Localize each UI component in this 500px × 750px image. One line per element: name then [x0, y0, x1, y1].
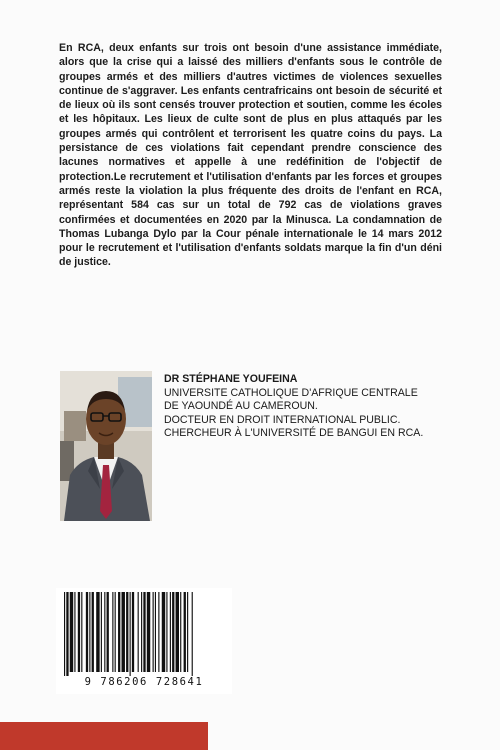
- barcode-bar: [138, 592, 139, 672]
- barcode-bar: [101, 592, 102, 672]
- barcode-bar: [64, 592, 65, 676]
- barcode-bar: [66, 592, 68, 676]
- author-credential-line: DOCTEUR EN DROIT INTERNATIONAL PUBLIC.: [164, 413, 401, 426]
- barcode-bar: [158, 592, 159, 672]
- isbn-barcode: [56, 588, 232, 694]
- barcode-bar: [122, 592, 125, 672]
- barcode-bar: [132, 592, 134, 672]
- barcode-bar: [166, 592, 167, 672]
- barcode-bar: [170, 592, 171, 672]
- barcode-bar: [126, 592, 128, 672]
- barcode-bar: [86, 592, 88, 672]
- author-name: DR STÉPHANE YOUFEINA: [164, 373, 298, 385]
- barcode-bar: [147, 592, 150, 672]
- cover-color-band: [0, 722, 208, 750]
- barcode-bar: [153, 592, 154, 672]
- barcode-bar: [176, 592, 179, 672]
- barcode-bar: [143, 592, 145, 672]
- barcode-bar: [192, 592, 193, 676]
- barcode-bar: [162, 592, 165, 672]
- barcode-bar: [96, 592, 99, 672]
- blurb-text: En RCA, deux enfants sur trois ont besoin d'une assistance immédiate, alors que la crise qui a laissé des milliers d'enfants sous le contrôle de groupes armés et des milliers d'autres victimes de violences sexuelles continue de s'aggraver. Les enfants centrafricains ont besoin de sécurité et de lieux où ils sont censés trouver protection et soutien, comme les écoles et les hôpitaux. Les lieux de culte sont de plus en plus attaqués par les groupes armés qui contrôlent et terrorisent les quatre coins du pays. La persistance de ces violations fait cependant prendre conscience des lacunes normatives et appelle à une redéfinition de l'objectif de protection.Le recrutement et l'utilisation d'enfants par les forces et groupes armés reste la violation la plus fréquente des droits de l'enfant en RCA, représentant 584 cas sur un total de 792 cas de violations graves confirmées et documentées en 2020 par la Minusca. La condamnation de Thomas Lubanga Dylo par la Cour pénale internationale le 14 mars 2012 pour le recrutement et l'utilisation d'enfants soldats marque la fin d'un déni de justice.: [59, 42, 442, 269]
- barcode-bar: [74, 592, 75, 672]
- author-credential-line: DE YAOUNDÉ AU CAMEROUN.: [164, 400, 318, 413]
- barcode-bar: [187, 592, 188, 672]
- author-photo: [60, 371, 152, 521]
- author-credential-line: UNIVERSITE CATHOLIQUE D'AFRIQUE CENTRALE: [164, 386, 418, 399]
- barcode-bar: [78, 592, 80, 672]
- barcode-bar: [130, 592, 131, 676]
- barcode-bar: [180, 592, 181, 672]
- barcode-bar: [141, 592, 142, 672]
- barcode-bar: [155, 592, 156, 672]
- barcode-bar: [184, 592, 186, 672]
- barcode-bar: [112, 592, 113, 672]
- barcode-bar: [92, 592, 94, 672]
- barcode-bar: [107, 592, 109, 672]
- barcode-bar: [89, 592, 90, 672]
- barcode-bars: [56, 588, 232, 676]
- barcode-bar: [115, 592, 116, 672]
- barcode-digits: 9 786206 728641: [84, 676, 204, 688]
- barcode-bar: [172, 592, 174, 672]
- author-info: [164, 373, 484, 441]
- barcode-bar: [118, 592, 120, 672]
- barcode-bar: [70, 592, 73, 672]
- barcode-bar: [81, 592, 82, 672]
- barcode-bar: [104, 592, 105, 672]
- author-credential-line: CHERCHEUR À L'UNIVERSITÉ DE BANGUI EN RCA.: [164, 427, 424, 440]
